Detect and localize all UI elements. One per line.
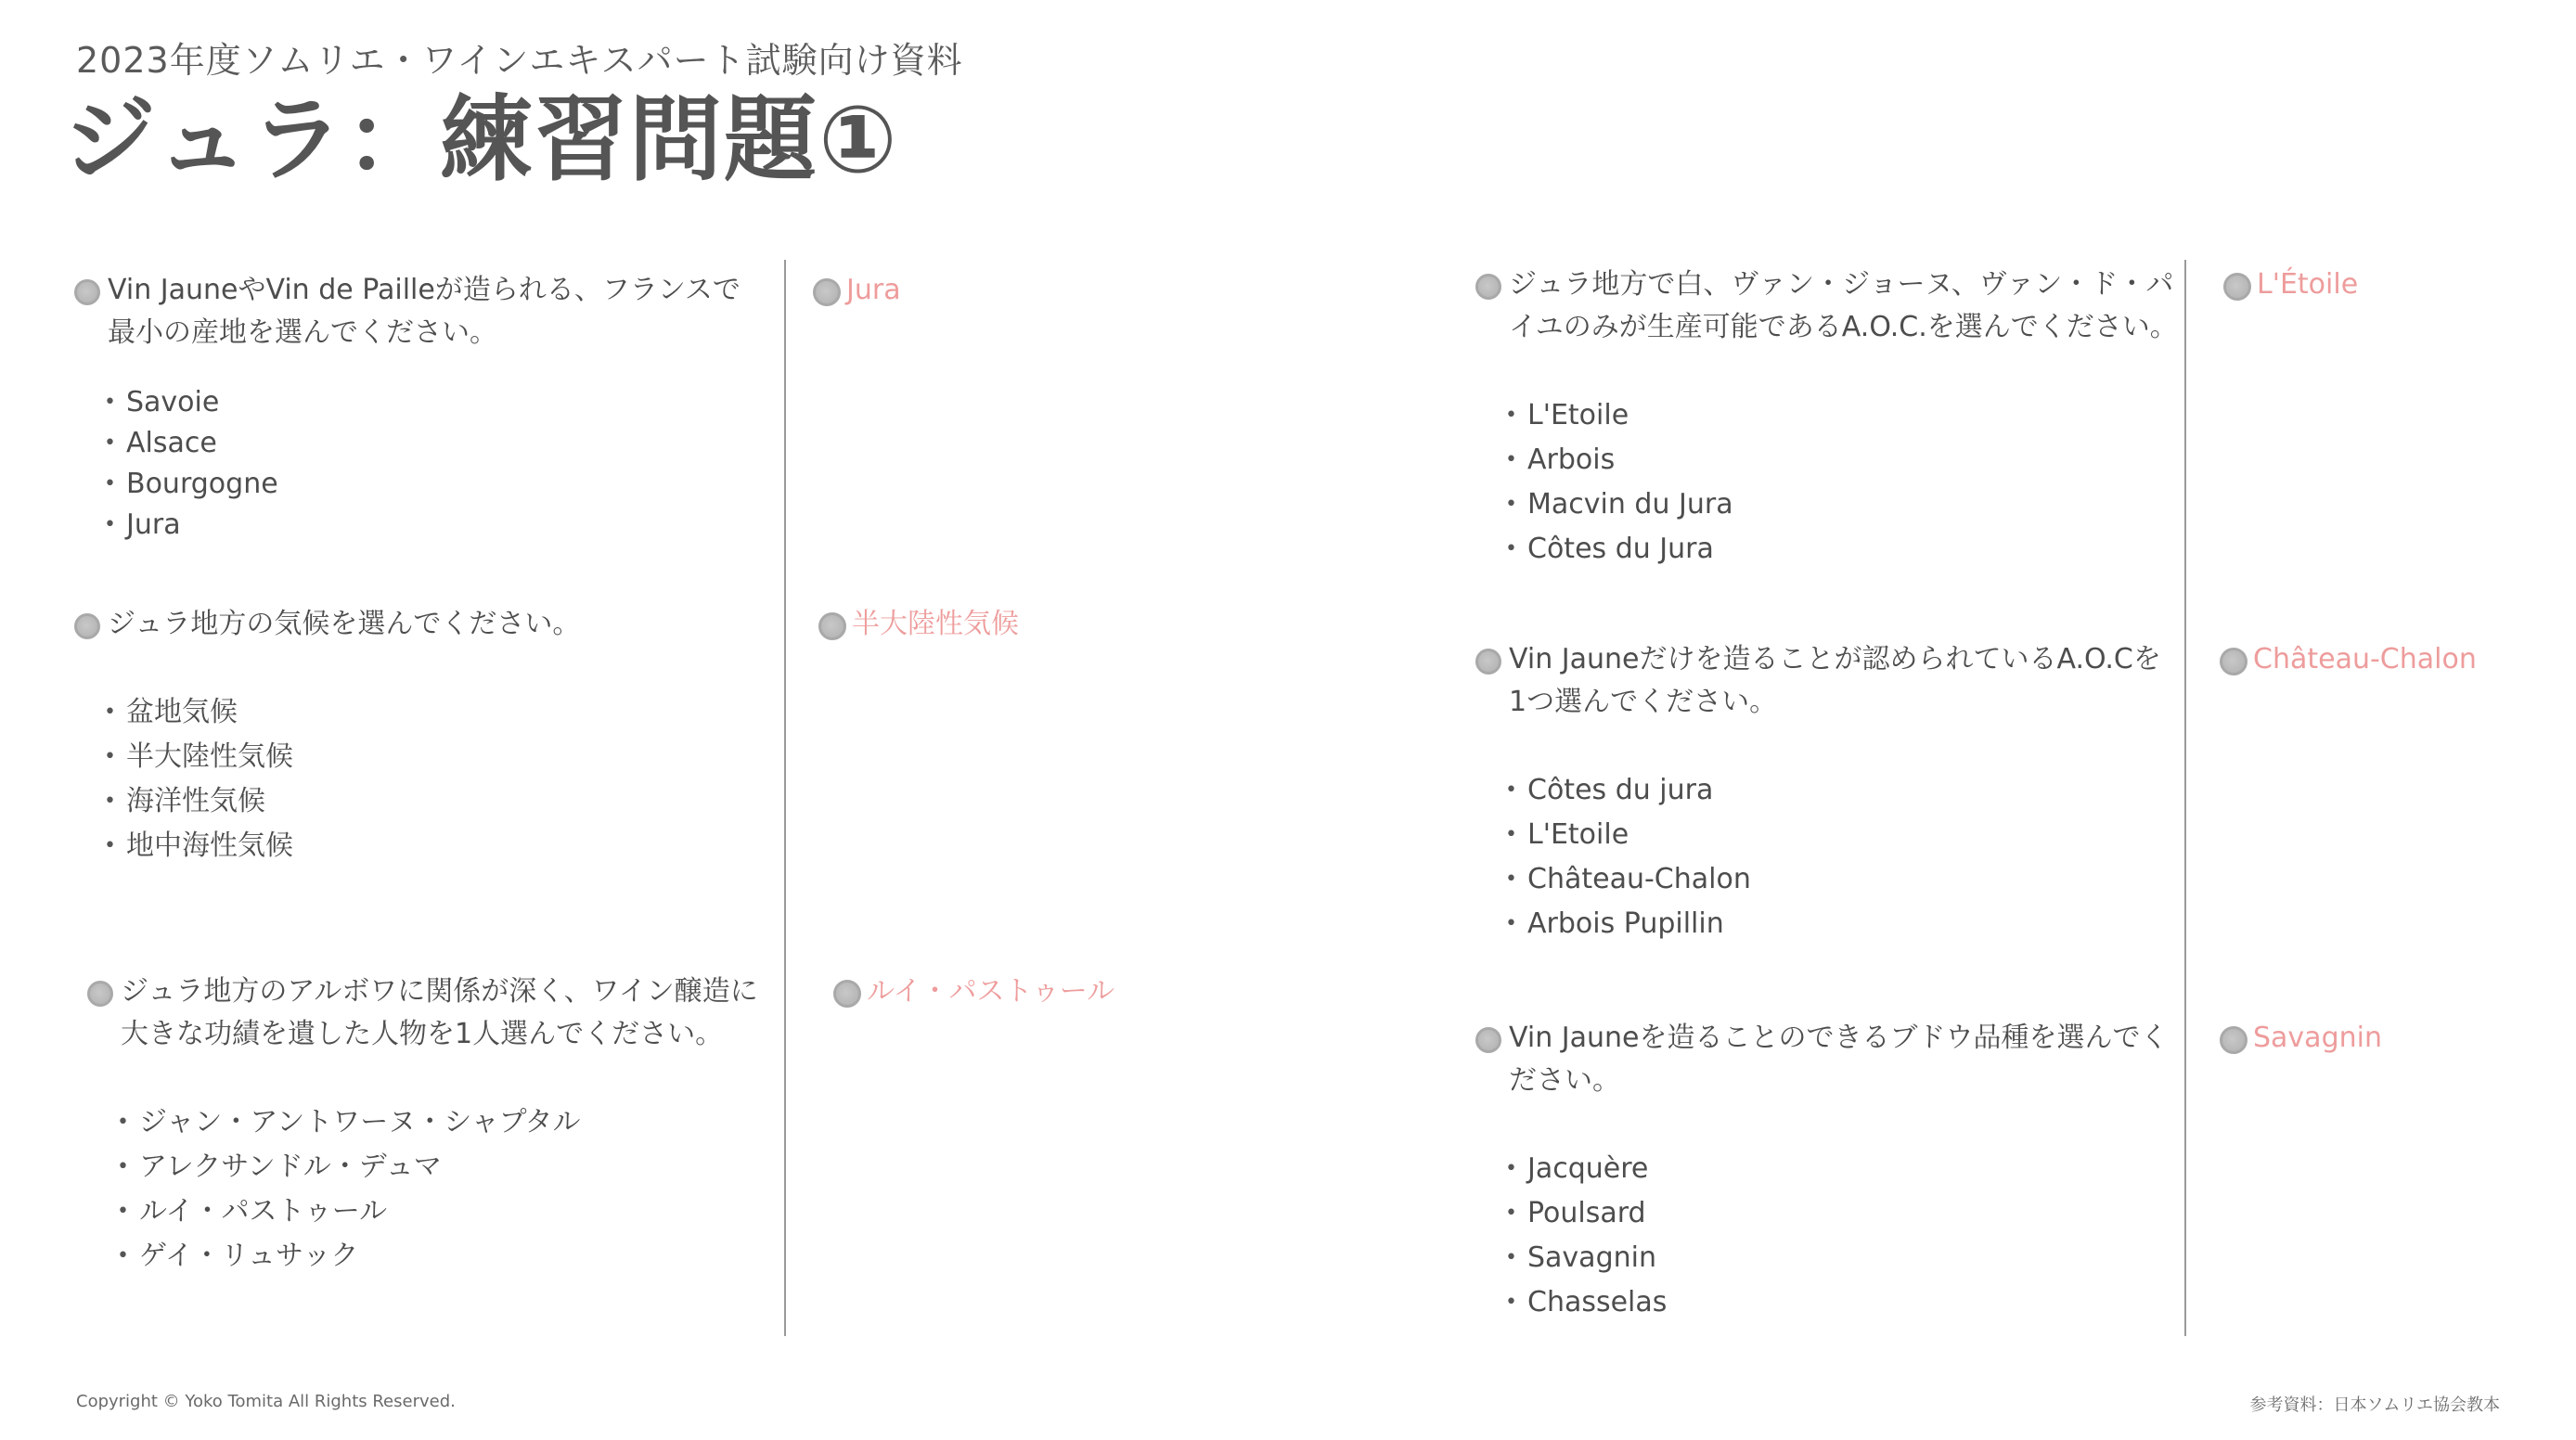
option: • ゲイ・リュサック (117, 1234, 783, 1279)
answer-4 (2223, 264, 2358, 306)
question-6-options (1477, 1147, 2178, 1325)
option: • Alsace (104, 423, 763, 464)
option: • Macvin du Jura (1505, 482, 2178, 527)
answer-bullet-icon (833, 980, 861, 1008)
option: • アレクサンドル・デュマ (117, 1145, 783, 1189)
option: • Côtes du jura (1505, 768, 2178, 813)
question-4-options (1477, 393, 2178, 572)
option: • Poulsard (1505, 1191, 2178, 1236)
question-5-text: Vin Jauneだけを造ることが認められているA.O.Cを1つ選んでください。 (1509, 643, 2161, 718)
question-1-options (76, 382, 763, 546)
question-3-options (89, 1100, 783, 1279)
copyright-notice: Copyright © Yoko Tomita All Rights Reserved. (76, 1392, 456, 1411)
option: • L'Etoile (1505, 813, 2178, 857)
question-2 (76, 603, 763, 868)
option: • Jura (104, 505, 763, 546)
option: • ルイ・パストゥール (117, 1189, 783, 1234)
answer-2 (818, 603, 1019, 646)
question-4 (1477, 264, 2178, 572)
option: • Bourgogne (104, 464, 763, 505)
column-divider-left (784, 260, 786, 1336)
page-title: ジュラ：練習問題① (63, 85, 899, 194)
question-3-text: ジュラ地方のアルボワに関係が深く、ワイン醸造に大きな功績を遺した人物を1人選んでください。 (121, 975, 758, 1050)
option: • ジャン・アントワーヌ・シャプタル (117, 1100, 783, 1145)
question-2-text: ジュラ地方の気候を選んでください。 (108, 608, 581, 640)
question-bullet-icon (1475, 1027, 1501, 1053)
answer-6-text: Savagnin (2253, 1022, 2382, 1054)
question-bullet-icon (74, 279, 100, 305)
column-divider-right (2184, 260, 2186, 1336)
option: • Côtes du Jura (1505, 527, 2178, 572)
answer-1 (813, 269, 901, 312)
question-5-text-block (1477, 638, 2178, 724)
option: • Jacquère (1505, 1147, 2178, 1191)
answer-3 (833, 971, 1114, 1013)
question-bullet-icon (87, 981, 113, 1007)
answer-bullet-icon (813, 278, 841, 306)
answer-6 (2220, 1017, 2382, 1060)
question-1 (76, 269, 763, 546)
answer-5 (2220, 638, 2477, 681)
question-5 (1477, 638, 2178, 946)
question-6-text: Vin Jauneを造ることのできるブドウ品種を選んでください。 (1509, 1022, 2169, 1097)
answer-2-text: 半大陸性気候 (852, 608, 1019, 640)
answer-bullet-icon (818, 612, 846, 640)
question-1-text-block (76, 269, 763, 354)
answer-1-text: Jura (846, 274, 901, 306)
answer-bullet-icon (2223, 273, 2251, 301)
question-bullet-icon (74, 613, 100, 639)
question-5-options (1477, 768, 2178, 946)
question-3-text-block (89, 971, 783, 1056)
question-bullet-icon (1475, 274, 1501, 300)
question-4-text-block (1477, 264, 2178, 349)
reference-note: 参考資料：日本ソムリエ協会教本 (2249, 1395, 2500, 1415)
option: • Savagnin (1505, 1236, 2178, 1280)
answer-5-text: Château-Chalon (2253, 643, 2477, 675)
option: • Arbois (1505, 438, 2178, 482)
question-1-text: Vin JauneやVin de Pailleが造られる、フランスで最小の産地を選んでください。 (108, 274, 741, 349)
question-bullet-icon (1475, 649, 1501, 675)
question-6-text-block (1477, 1017, 2178, 1102)
question-2-text-block (76, 603, 763, 646)
question-6 (1477, 1017, 2178, 1325)
option: • L'Etoile (1505, 393, 2178, 438)
option: • Arbois Pupillin (1505, 902, 2178, 946)
question-3 (89, 971, 783, 1279)
option: • 半大陸性気候 (104, 735, 763, 779)
option: • Chasselas (1505, 1280, 2178, 1325)
option: • 盆地気候 (104, 690, 763, 735)
question-4-text: ジュラ地方で白、ヴァン・ジョーヌ、ヴァン・ド・パイユのみが生産可能であるA.O.C.を選んでください。 (1509, 268, 2178, 343)
answer-bullet-icon (2220, 1026, 2248, 1054)
answer-bullet-icon (2220, 648, 2248, 675)
page-subtitle: 2023年度ソムリエ・ワインエキスパート試験向け資料 (76, 40, 963, 81)
option: • Château-Chalon (1505, 857, 2178, 902)
option: • 海洋性気候 (104, 779, 763, 824)
answer-4-text: L'Étoile (2257, 268, 2359, 301)
answer-3-text: ルイ・パストゥール (867, 975, 1115, 1008)
question-2-options (76, 690, 763, 868)
option: • Savoie (104, 382, 763, 423)
option: • 地中海性気候 (104, 824, 763, 868)
